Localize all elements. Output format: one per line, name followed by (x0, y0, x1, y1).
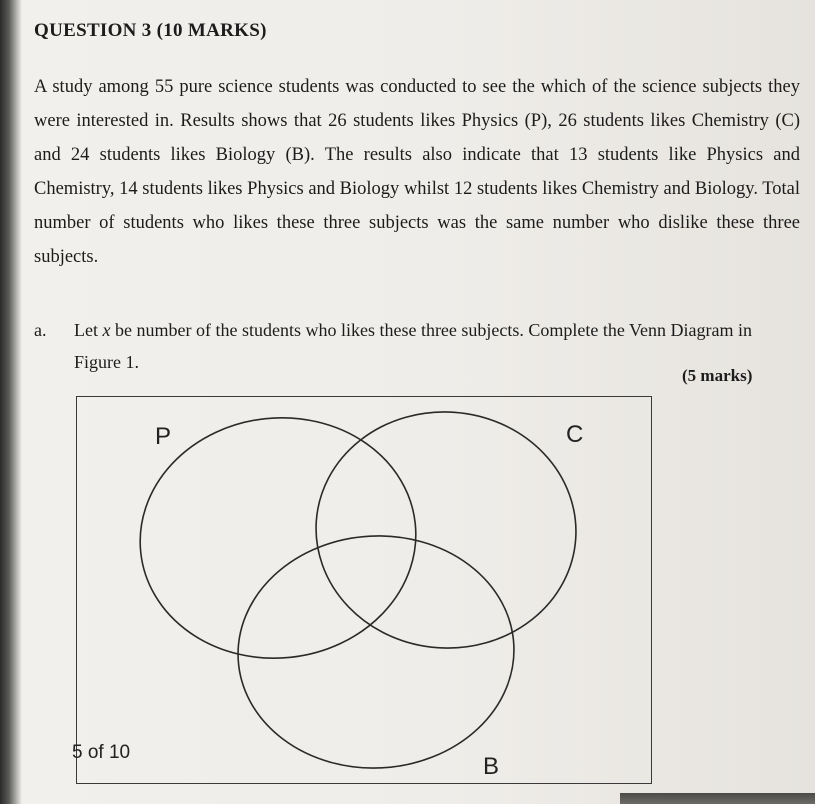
label-p: P (155, 423, 172, 450)
question-paragraph: A study among 55 pure science students was conducted to see the which of the science subjects they were interested in. Results shows that 26 students likes Physics (P), 26 students likes Chemistry (C) and 24 students likes Biology (B). The results also indicate that 13 students like Physics and Chemistry, 14 students likes Physics and Biology whilst 12 students likes Chemistry and Biology. Total number of students who likes these three subjects was the same number who dislike these three subjects. (34, 77, 800, 267)
circle-c (308, 403, 584, 657)
part-a-text-start: Let (74, 320, 103, 340)
question-heading: QUESTION 3 (10 MARKS) (34, 20, 267, 41)
circle-b (232, 529, 520, 775)
label-c: C (566, 421, 584, 448)
variable-x: x (102, 320, 111, 340)
marks-label: (5 marks) (682, 366, 753, 385)
page-indicator: 5 of 10 (72, 742, 131, 763)
part-a-letter: a. (34, 320, 47, 340)
label-b: B (483, 753, 500, 780)
part-a-text-end: be number of the students who likes these three subjects. Complete the Venn Diagram in Figure 1. (74, 320, 753, 372)
bottom-edge-bar (620, 793, 815, 804)
